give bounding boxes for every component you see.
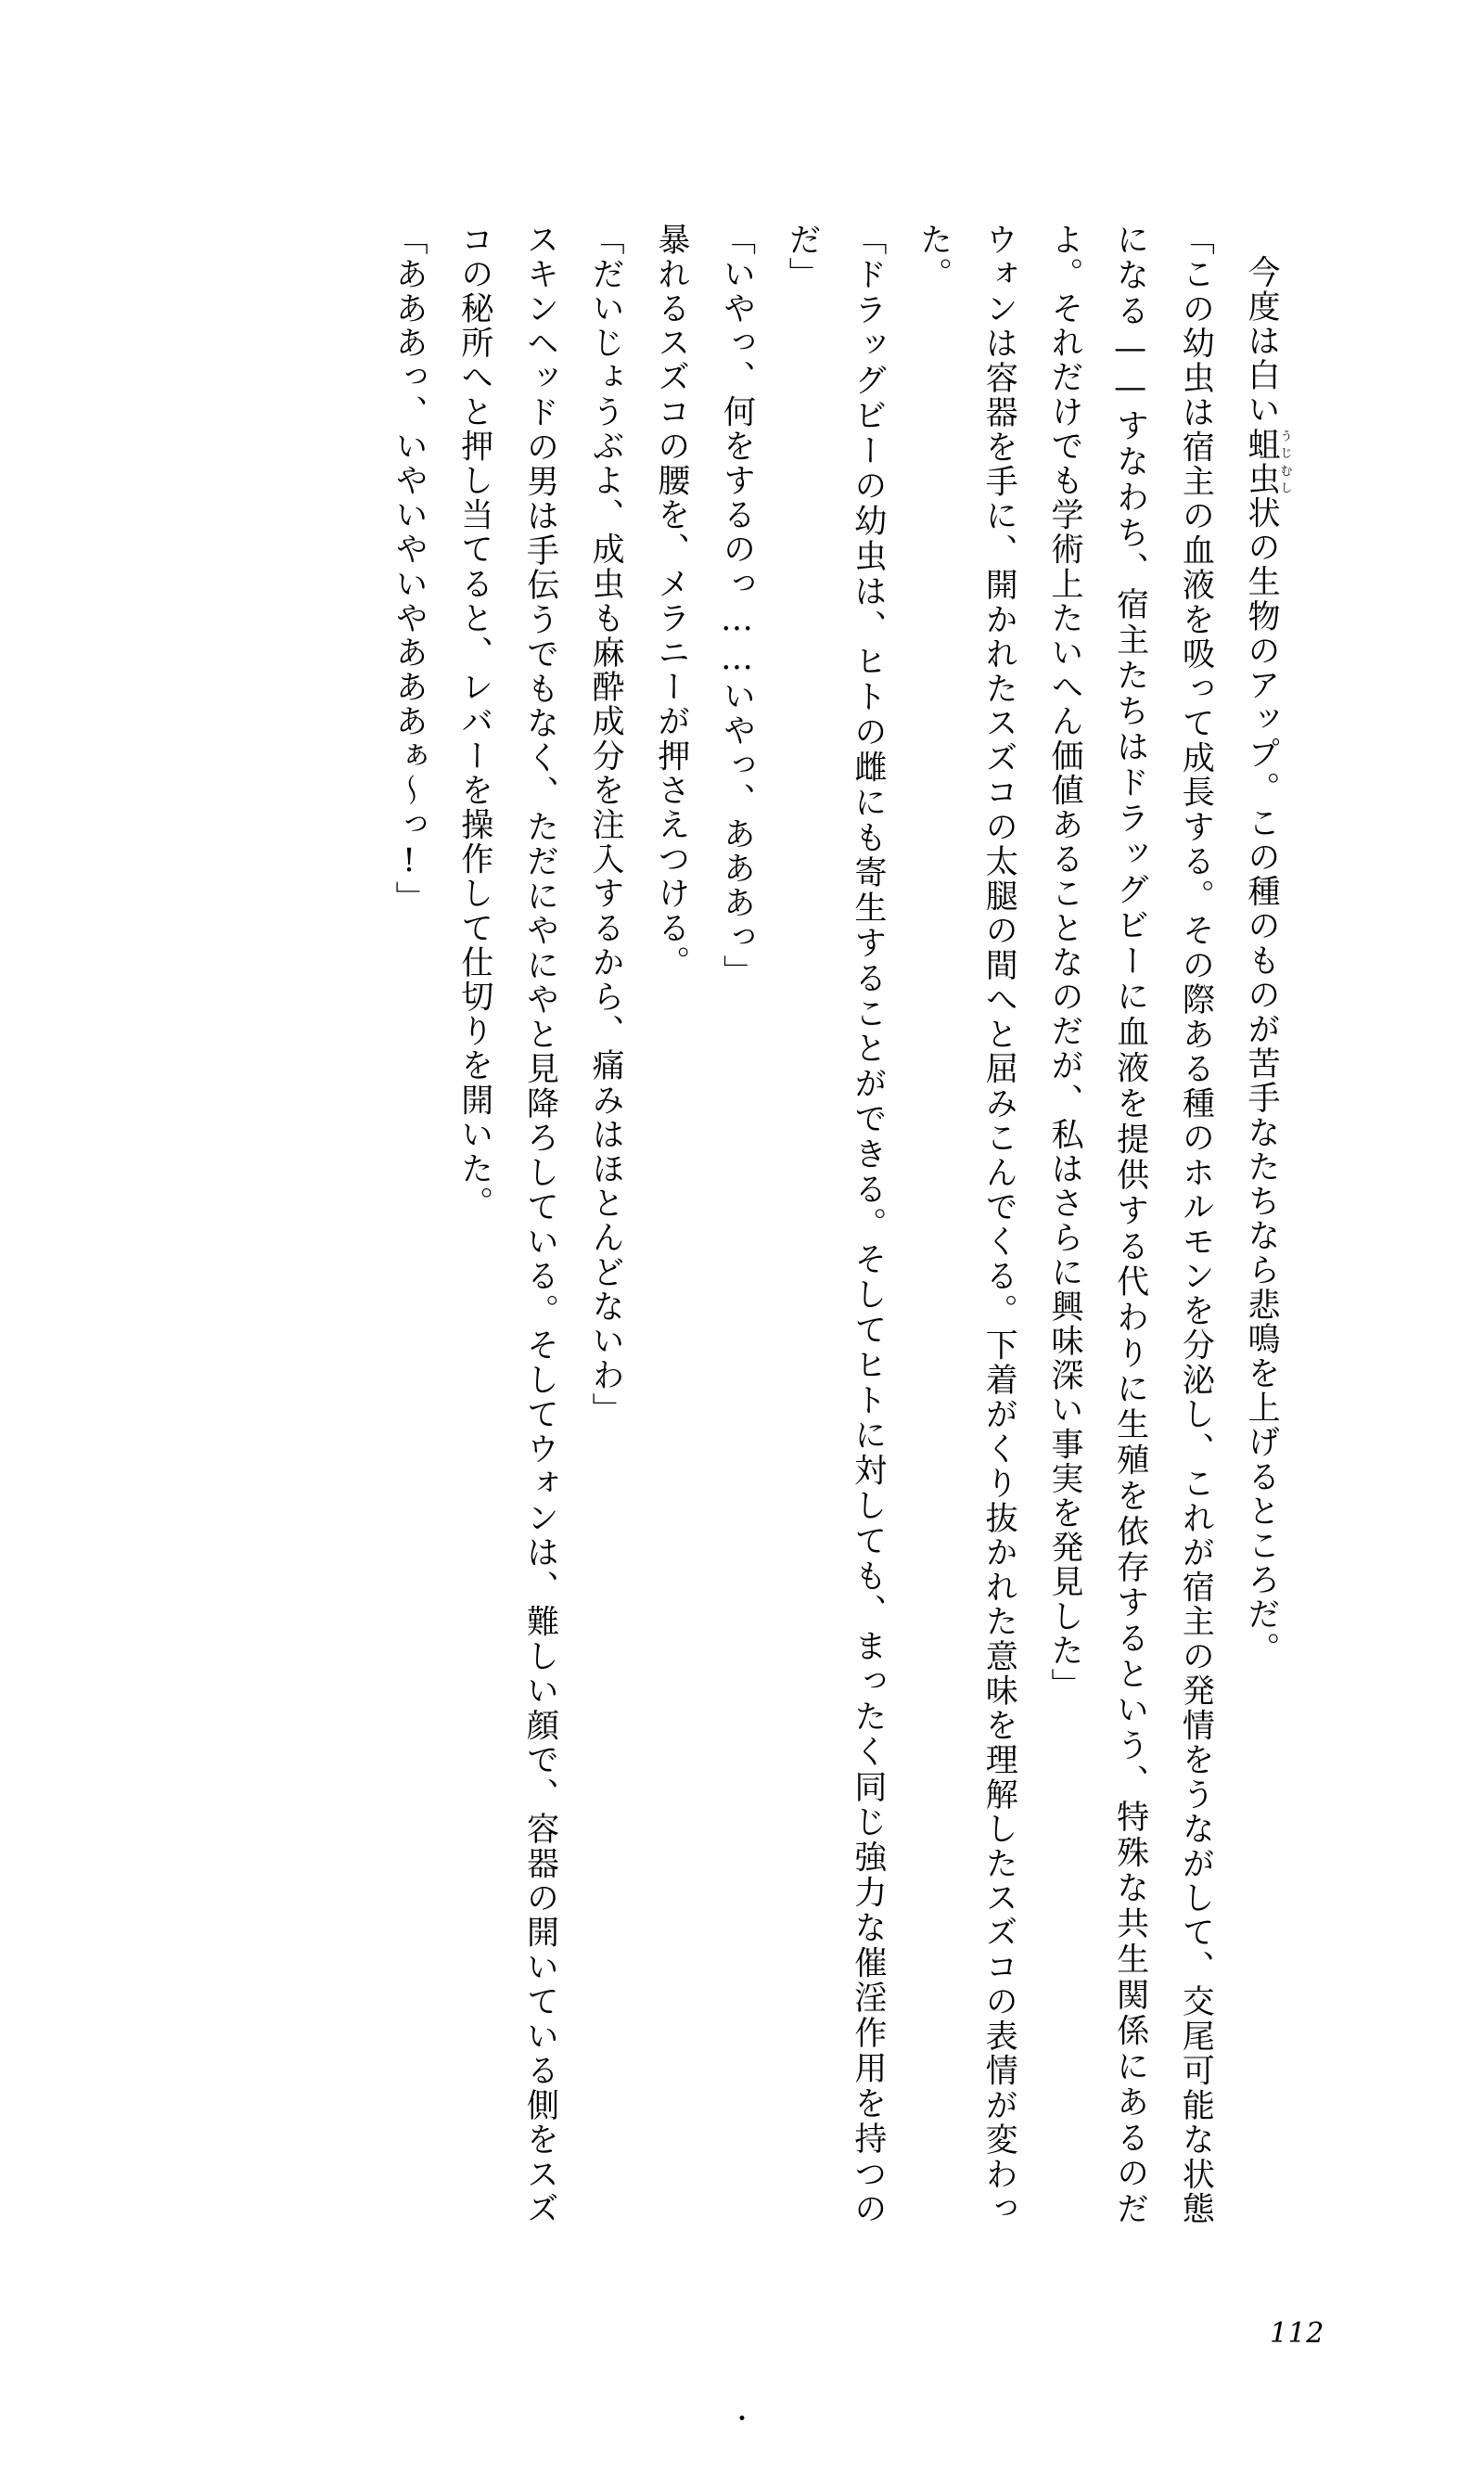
paragraph-6: 暴れるスズコの腰を、メラニーが押さえつける。 <box>652 223 690 981</box>
paragraph-9: 「あああっ、いやいやいやあああぁ〜っ!」 <box>390 223 429 916</box>
paragraph-2: 「この幼虫は宿主の血液を吸って成長する。その際ある種のホルモンを分泌し、これが宿主の発情をうながして、交尾可能な状態になる——すなわち、宿主たちはドラッグビーに血液を提供する代わりに生殖を依存するという、特殊な共生関係にあるのだよ。それだけでも学術上たいへん価値あることなのだが、私はさらに興味深い事実を発見した」 <box>1045 223 1215 2226</box>
paragraph-3: ウォンは容器を手に、開かれたスズコの太腿の間へと屈みこんでくる。下着がくり抜かれた意味を理解したスズコの表情が変わった。 <box>915 223 1018 2226</box>
paragraph-5: 「いやっ、何をするのっ……いやっ、あああっ」 <box>718 223 756 990</box>
paragraph-1: 今度は白い蛆虫うじむし状の生物のアップ。この種のものが苦手なたちなら悲鳴を上げるところだ。 <box>1243 255 1292 1667</box>
paragraph-7: 「だいじょうぶよ、成虫も麻酔成分を注入するから、痛みはほとんどないわ」 <box>587 223 625 1428</box>
paragraph-8: スキンヘッドの男は手伝うでもなく、ただにやにやと見降ろしている。そしてウォンは、難しい顔で、容器の開いている側をスズコの秘所へと押し当てると、レバーを操作して仕切りを開いた。 <box>455 223 559 2226</box>
ruby-reading: うじむし <box>1277 427 1292 496</box>
paragraph-4: 「ドラッグビーの幼虫は、ヒトの雌にも寄生することができる。そしてヒトに対しても、まったく同じ強力な催淫作用を持つのだ」 <box>784 223 887 2226</box>
page-number: 112 <box>1269 2317 1324 2350</box>
ruby-ujimushi: 蛆虫うじむし <box>1243 427 1292 496</box>
footer-dot-mark <box>740 2416 745 2420</box>
body-text <box>376 223 1294 2226</box>
